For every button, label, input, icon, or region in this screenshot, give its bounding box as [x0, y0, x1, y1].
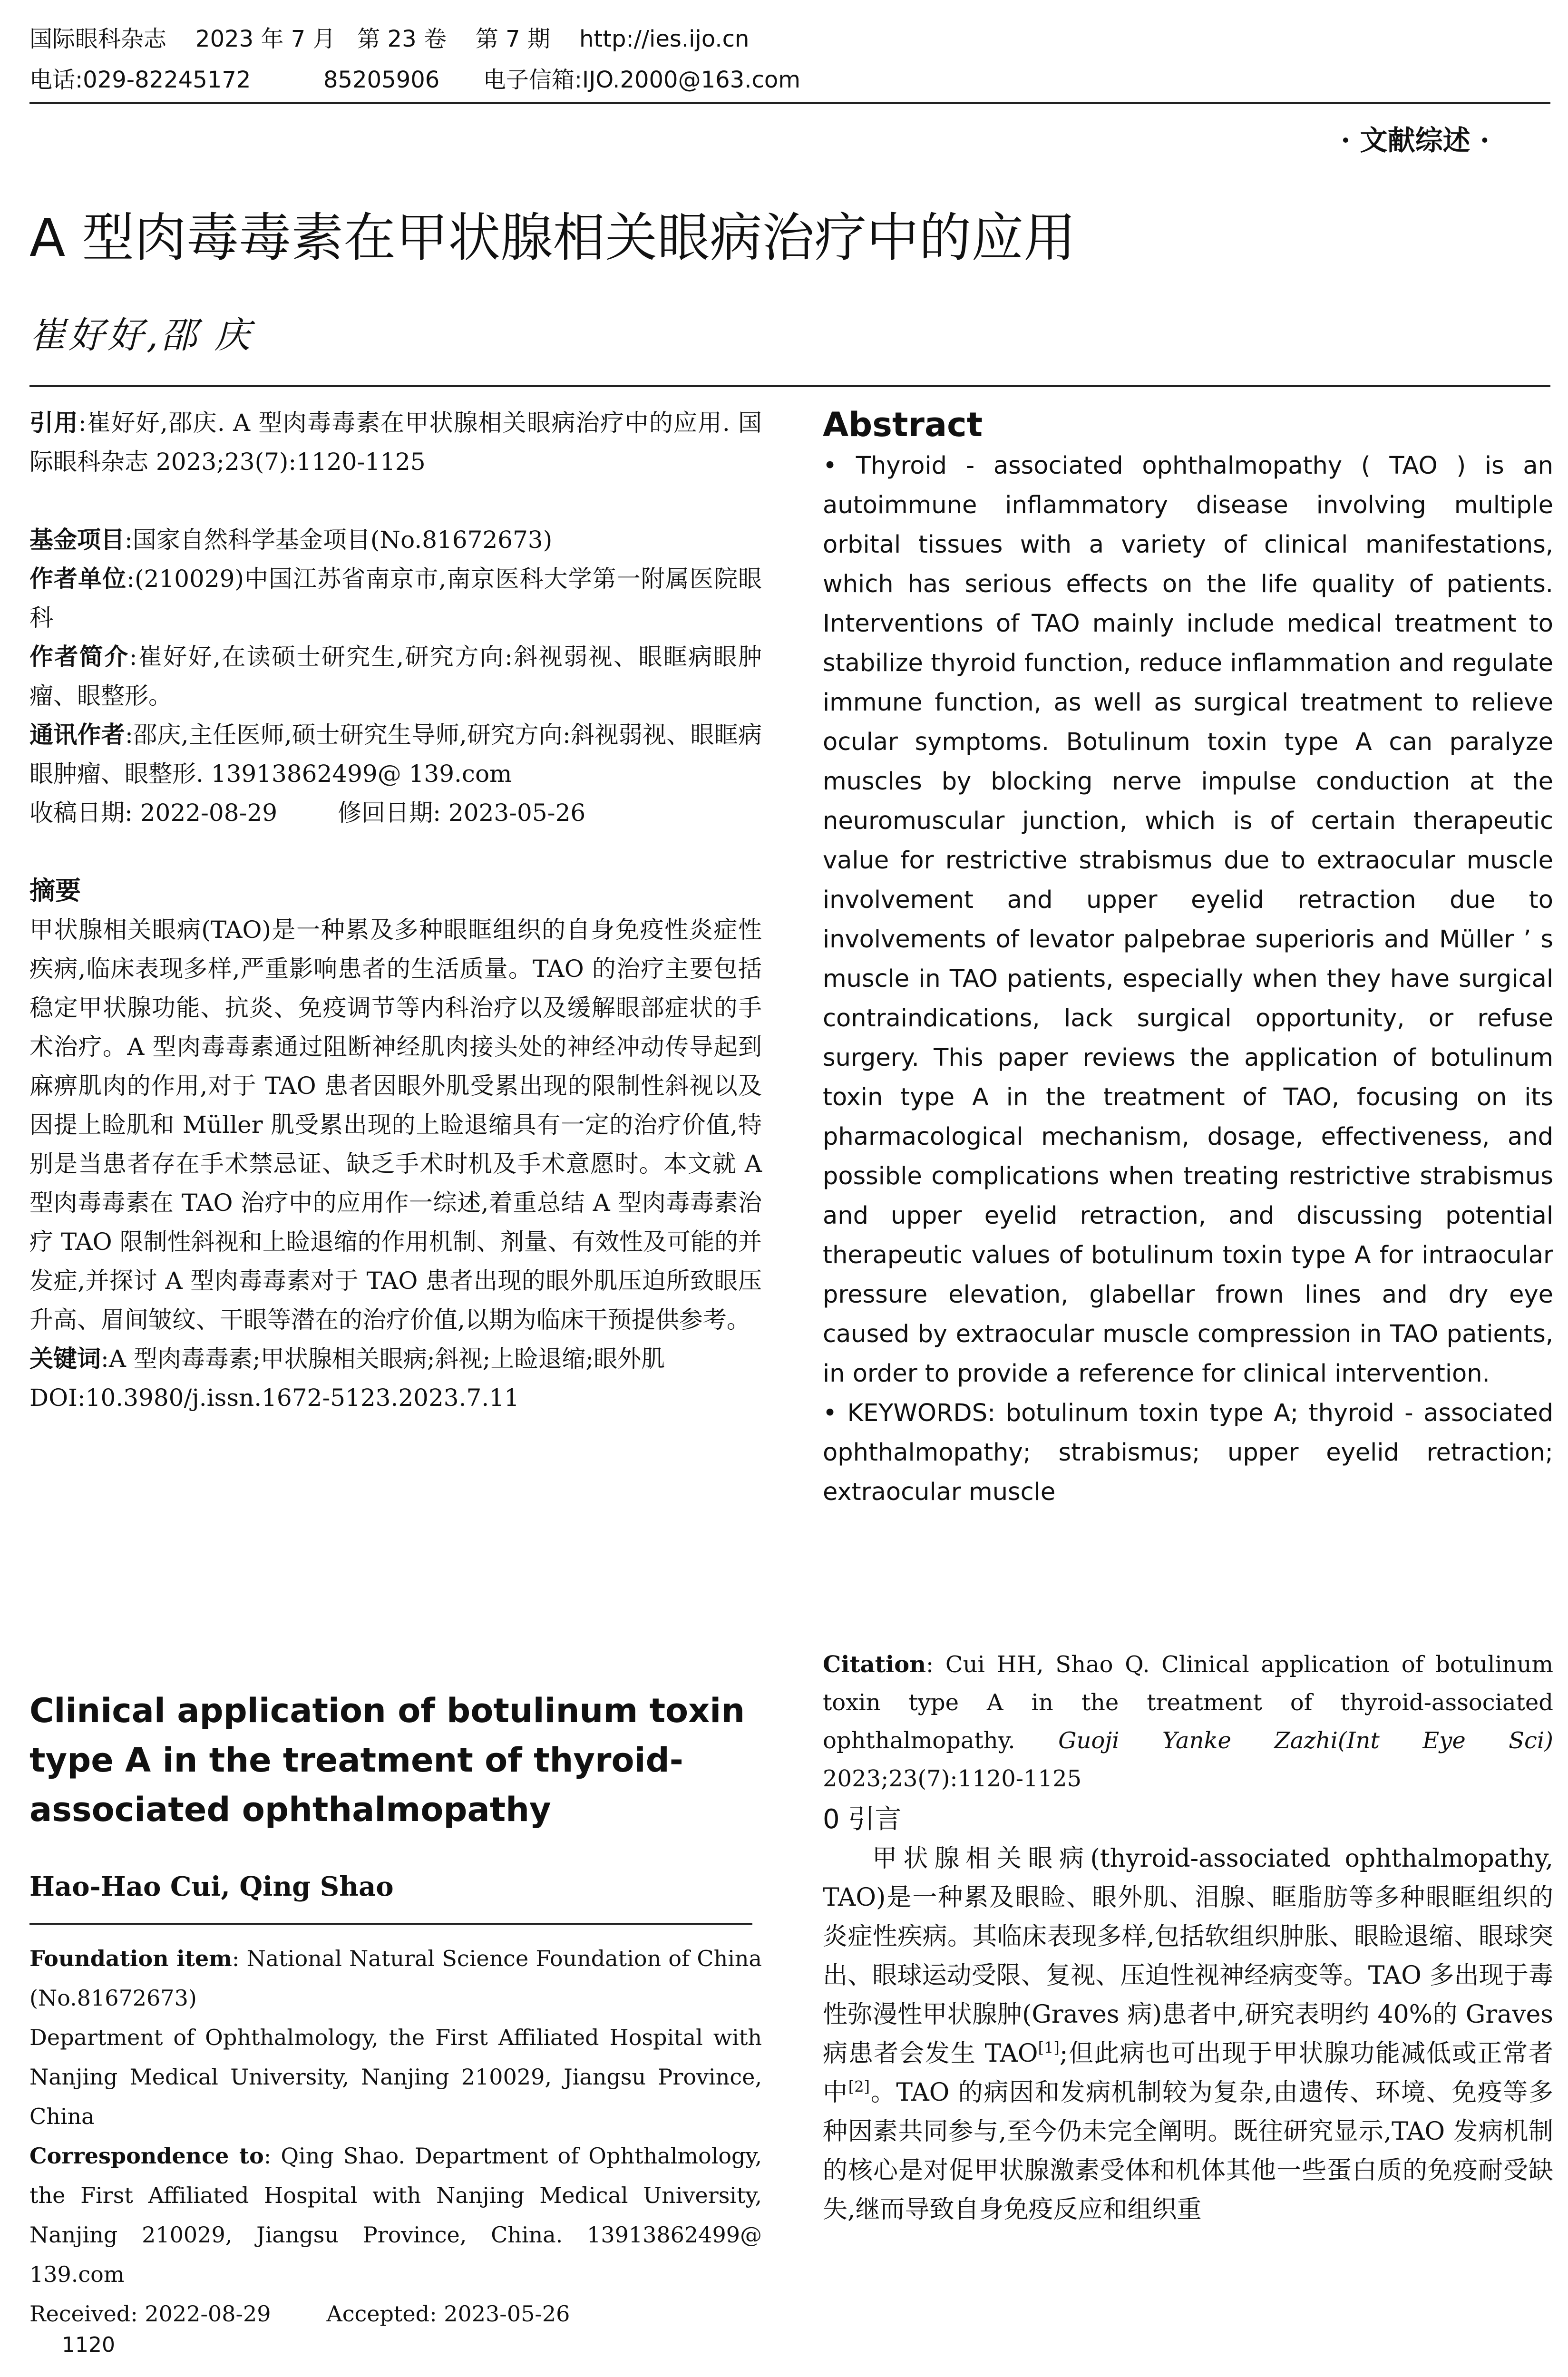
left-column-zh	[29, 403, 762, 1417]
reference-2-link[interactable]: [2]	[848, 2077, 870, 2096]
section-tag: · 文献综述 ·	[1341, 124, 1490, 156]
intro-heading: 0 引言	[823, 1804, 902, 1835]
fund-info: 基金项目:国家自然科学基金项目(No.81672673)	[29, 526, 553, 554]
citation-zh: 引用:崔好好,邵庆. A 型肉毒毒素在甲状腺相关眼病治疗中的应用. 国际眼科杂志 2023;23(7):1120-1125	[29, 409, 762, 476]
received-accepted-en: Received: 2022-08-29 Accepted: 2023-05-26	[29, 2301, 570, 2327]
keywords-zh: 关键词:A 型肉毒毒素;甲状腺相关眼病;斜视;上睑退缩;眼外肌	[29, 1345, 665, 1373]
page-number: 1120	[62, 2333, 115, 2357]
correspondence-en: Correspondence to: Qing Shao. Department of Ophthalmology, the First Affiliated Hospital with Nanjing Medical University, Nanjing 210029, Jiangsu Province, China. 13913862499@ 139.com	[29, 2143, 762, 2287]
abstract-zh-text: 甲状腺相关眼病(TAO)是一种累及多种眼眶组织的自身免疫性炎症性疾病,临床表现多样,严重影响患者的生活质量。TAO 的治疗主要包括稳定甲状腺功能、抗炎、免疫调节等内科治疗以及缓解眼部症状的手术治疗。A 型肉毒毒素通过阻断神经肌肉接头处的神经冲动传导起到麻痹肌肉的作用,对于 TAO 患者因眼外肌受累出现的限制性斜视以及因提上睑肌和 Müller 肌受累出现的上睑退缩具有一定的治疗价值,特别是当患者存在手术禁忌证、缺乏手术时机及手术意愿时。本文就 A 型肉毒毒素在 TAO 治疗中的应用作一综述,着重总结 A 型肉毒毒素治疗 TAO 限制性斜视和上睑退缩的作用机制、剂量、有效性及可能的并发症,并探讨 A 型肉毒毒素对于 TAO 患者出现的眼外肌压迫所致眼压升高、眉间皱纹、干眼等潜在的治疗价值,以期为临床干预提供参考。	[29, 916, 762, 1334]
author-bio: 作者简介:崔好好,在读硕士研究生,研究方向:斜视弱视、眼眶病眼肿瘤、眼整形。	[29, 643, 762, 710]
intro-text: 甲状腺相关眼病(thyroid-associated ophthalmopathy, TAO)是一种累及眼睑、眼外肌、泪腺、眶脂肪等多种眼眶组织的炎症性疾病。其临床表现多样,包括软组织肿胀、眼睑退缩、眼球突出、眼球运动受限、复视、压迫性视神经病变等。TAO 多出现于毒性弥漫性甲状腺肿(Graves 病)患者中,研究表明约 40%的 Graves 病患者会发生 TAO[1];但此病也可出现于甲状腺功能减低或正常者中[2]。TAO 的病因和发病机制较为复杂,由遗传、环境、免疫等多种因素共同参与,至今仍未完全阐明。既往研究显示,TAO 发病机制的核心是对促甲状腺激素受体和机体其他一些蛋白质的免疫耐受缺失,继而导致自身免疫反应和组织重	[823, 1844, 1553, 2224]
keywords-en: • KEYWORDS: botulinum toxin type A; thyroid - associated ophthalmopathy; strabismus; upper eyelid retraction; extraocular muscle	[823, 1399, 1553, 1506]
journal-header-line2: 电话:029-82245172 85205906 电子信箱:IJO.2000@163.com	[29, 67, 800, 93]
foundation-item: Foundation item: National Natural Science Foundation of China (No.81672673)	[29, 1946, 762, 2011]
introduction-section	[823, 1800, 1553, 2229]
right-column	[823, 403, 1553, 1512]
abstract-en-text: • Thyroid - associated ophthalmopathy ( TAO ) is an autoimmune inflammatory disease involving multiple orbital tissues with a variety of clinical manifestations, which has serious effects on the life quality of patients. Interventions of TAO mainly include medical treatment to stabilize thyroid function, reduce inflammation and regulate immune function, as well as surgical treatment to relieve ocular symptoms. Botulinum toxin type A can paralyze muscles by blocking nerve impulse conduction at the neuromuscular junction, which is of certain therapeutic value for restrictive strabismus due to extraocular muscle involvement and upper eyelid retraction due to involvements of levator palpebrae superioris and Müller ’ s muscle in TAO patients, especially when they have surgical contraindications, lack surgical opportunity, or refuse surgery. This paper reviews the application of botulinum toxin type A in the treatment of TAO, focusing on its pharmacological mechanism, dosage, effectiveness, and possible complications when treating restrictive strabismus and upper eyelid retraction, and discussing potential therapeutic values of botulinum toxin type A for intraocular pressure elevation, glabellar frown lines and dry eye caused by extraocular muscle compression in TAO patients, in order to provide a reference for clinical intervention.	[823, 452, 1553, 1388]
author-unit: 作者单位:(210029)中国江苏省南京市,南京医科大学第一附属医院眼科	[29, 565, 762, 632]
citation-en: Citation: Cui HH, Shao Q. Clinical application of botulinum toxin type A in the treatment of thyroid-associated ophthalmopathy. Guoji Yanke Zazhi(Int Eye Sci) 2023;23(7):1120-1125	[823, 1651, 1553, 1792]
article-title-zh: A 型肉毒毒素在甲状腺相关眼病治疗中的应用	[29, 207, 1076, 268]
title-divider	[29, 385, 1550, 387]
doi: DOI:10.3980/j.issn.1672-5123.2023.7.11	[29, 1384, 519, 1412]
authors-zh: 崔好好,邵 庆	[29, 314, 253, 356]
authors-en: Hao-Hao Cui, Qing Shao	[29, 1871, 394, 1902]
corresponding-author: 通讯作者:邵庆,主任医师,硕士研究生导师,研究方向:斜视弱视、眼眶病眼肿瘤、眼整形. 13913862499@ 139.com	[29, 721, 762, 788]
abstract-en-heading: Abstract	[823, 405, 983, 444]
received-dates-zh: 收稿日期: 2022-08-29 修回日期: 2023-05-26	[29, 799, 586, 827]
article-title-en: Clinical application of botulinum toxin type A in the treatment of thyroid-associated ophthalmopathy	[29, 1691, 745, 1829]
header-divider	[29, 102, 1550, 104]
department-en: Department of Ophthalmology, the First Affiliated Hospital with Nanjing Medical University, Nanjing 210029, Jiangsu Province, China	[29, 2025, 762, 2129]
english-front-matter	[29, 1686, 762, 2334]
reference-1-link[interactable]: [1]	[1038, 2038, 1060, 2057]
journal-header-line1: 国际眼科杂志 2023 年 7 月 第 23 卷 第 7 期 http://ies.ijo.cn	[29, 26, 750, 52]
abstract-zh-heading: 摘要	[29, 876, 81, 906]
